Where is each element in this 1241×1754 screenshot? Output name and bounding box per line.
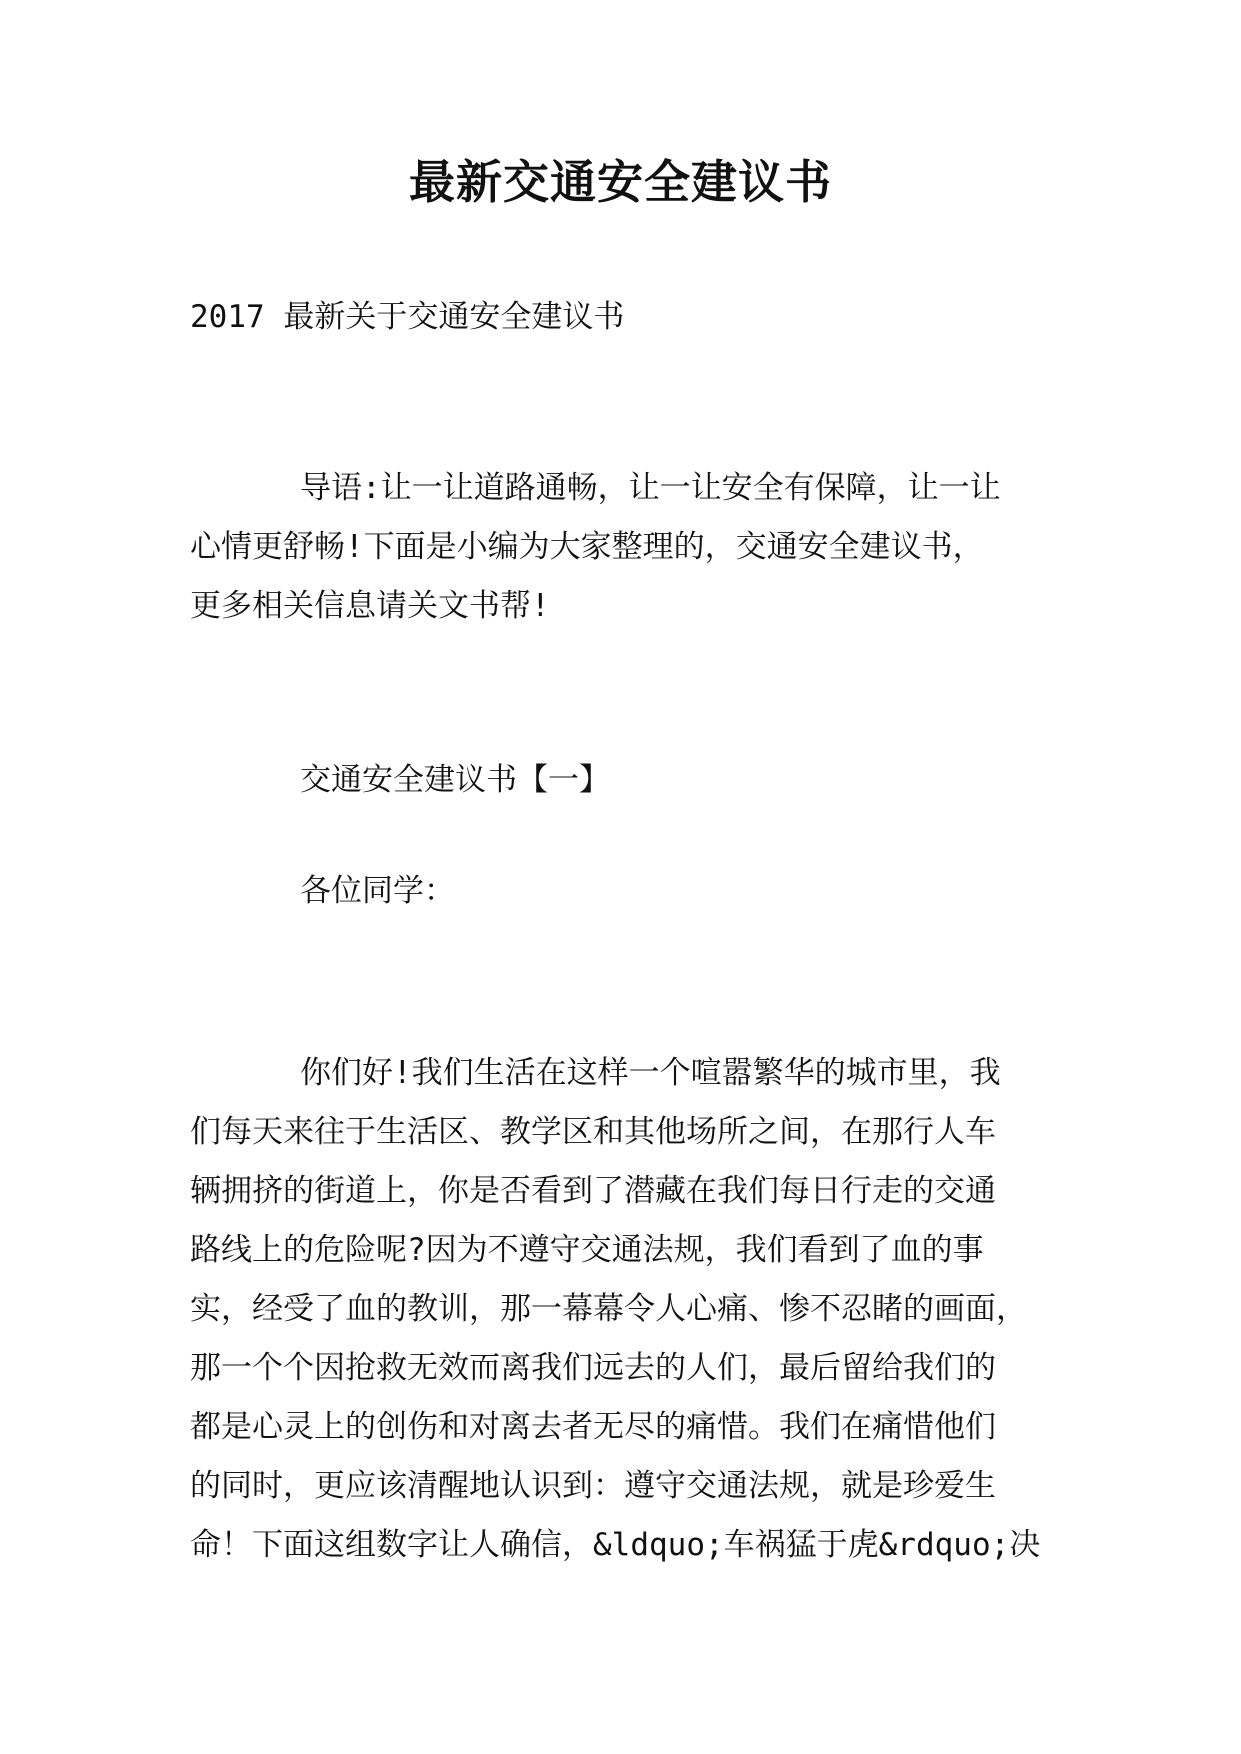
paragraph-line: 心情更舒畅!下面是小编为大家整理的，交通安全建议书， xyxy=(190,529,984,565)
paragraph-line: 更多相关信息请关文书帮! xyxy=(190,588,550,624)
paragraph-line: 都是心灵上的创伤和对离去者无尽的痛惜。我们在痛惜他们 xyxy=(190,1409,996,1445)
section-heading: 交通安全建议书【一】 xyxy=(300,762,610,798)
paragraph-line: 那一个个因抢救无效而离我们远去的人们，最后留给我们的 xyxy=(190,1350,996,1386)
paragraph-line: 辆拥挤的街道上，你是否看到了潜藏在我们每日行走的交通 xyxy=(190,1173,996,1209)
document-title: 最新交通安全建议书 xyxy=(409,155,832,209)
paragraph-line: 路线上的危险呢?因为不遵守交通法规，我们看到了血的事 xyxy=(190,1232,984,1268)
salutation: 各位同学： xyxy=(300,873,455,909)
intro-paragraph xyxy=(190,459,1060,636)
paragraph-line: 命！下面这组数字让人确信，&ldquo;车祸猛于虎&rdquo;决 xyxy=(190,1527,1041,1563)
paragraph-line: 导语:让一让道路通畅，让一让安全有保障，让一让 xyxy=(300,470,1001,506)
paragraph-line: 实，经受了血的教训，那一幕幕令人心痛、惨不忍睹的画面， xyxy=(190,1291,1027,1327)
paragraph-line: 们每天来往于生活区、教学区和其他场所之间，在那行人车 xyxy=(190,1114,996,1150)
document-subtitle: 2017 最新关于交通安全建议书 xyxy=(190,299,625,335)
paragraph-line: 的同时，更应该清醒地认识到：遵守交通法规，就是珍爱生 xyxy=(190,1468,996,1504)
body-paragraph xyxy=(190,1044,1060,1575)
paragraph-line: 你们好!我们生活在这样一个喧嚣繁华的城市里，我 xyxy=(300,1055,1001,1091)
